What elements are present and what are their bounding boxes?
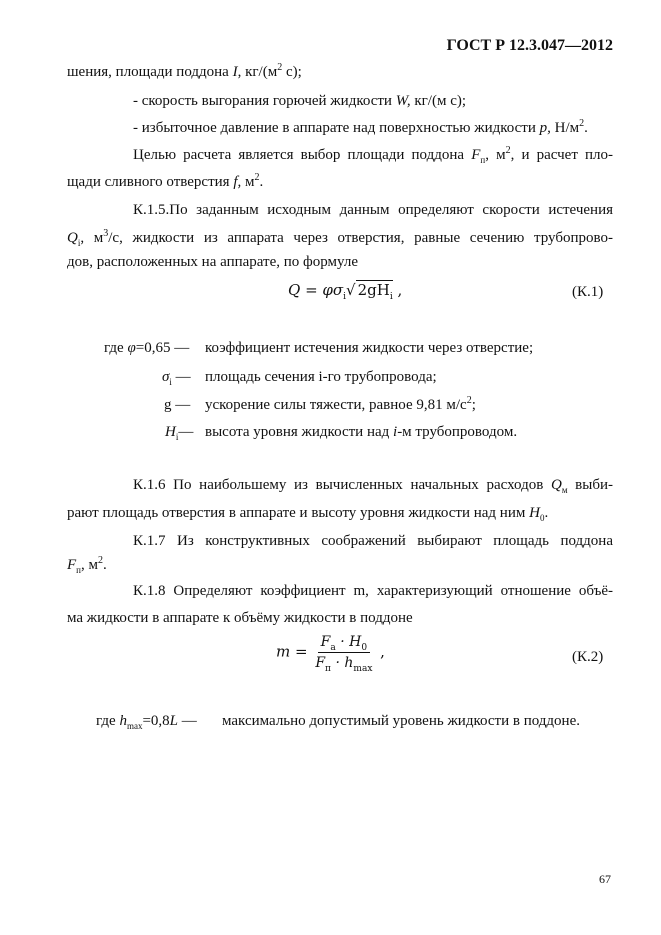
formula-k2: m = $\frac{F_a \cdot H_0}{F_п \cdot h_{max}}$ , xyxy=(276,634,385,674)
text-line: $Q_i$, $м^3/с$, жидкости из аппарата через отверстия, равные сечению трубопрово- xyxy=(67,228,613,248)
text-line: $F_п$, $м^2$. xyxy=(67,555,107,575)
text-line: рают площадь отверстия в аппарате и высоту уровня жидкости над ним $H_0$. xyxy=(67,505,549,523)
text-line: ма жидкости в аппарате к объёму жидкости в поддоне xyxy=(67,610,413,626)
text-line: щади сливного отверстия f, $м^2$. xyxy=(67,172,264,190)
document-header: ГОСТ Р 12.3.047—2012 xyxy=(446,37,613,54)
text-line: К.1.7 Из конструктивных соображений выбирают площадь поддона xyxy=(133,533,613,549)
text-line: шения, площади поддона I, $кг/(м^2$ с); xyxy=(67,62,302,80)
text-line: К.1.8 Определяют коэффициент m, характеризующий отношение объё- xyxy=(133,583,613,599)
where-line: $H_i—$ xyxy=(165,424,194,442)
where-desc: ускорение силы тяжести, равное 9,81 $м/с^2$; xyxy=(205,395,476,413)
where-line: где $h_{max}=0,8L$ — xyxy=(96,713,197,731)
text-line: К.1.6 По наибольшему из вычисленных начальных расходов $Q_м$ выби- xyxy=(133,477,613,495)
where-desc: высота уровня жидкости над i-м трубопроводом. xyxy=(205,424,518,440)
where-desc: коэффициент истечения жидкости через отверстие; xyxy=(205,340,534,356)
where-desc: площадь сечения i-го трубопровода; xyxy=(205,369,437,385)
text-line: - избыточное давление в аппарате над поверхностью жидкости p, $Н/м^2$. xyxy=(133,118,588,136)
formula-k1: $Q = \varphi\sigma_i√$ $2gH_i$ , xyxy=(288,281,403,302)
text-line: К.1.5.По заданным исходным данным определяют скорости истечения xyxy=(133,202,613,218)
page-number: 67 xyxy=(599,872,611,886)
where-line: $\sigma_i$ — xyxy=(162,369,191,387)
where-line: g — xyxy=(164,397,191,413)
text-line: дов, расположенных на аппарате, по формуле xyxy=(67,254,359,270)
text-line: - скорость выгорания горючей жидкости W, кг/(м с); xyxy=(133,93,467,109)
equation-number: (К.2) xyxy=(572,649,604,665)
where-line: где φ=0,65 — xyxy=(104,340,190,356)
text-line: Целью расчета является выбор площади поддона $F_п$, $м^2$, и расчет пло- xyxy=(133,145,613,165)
equation-number: (К.1) xyxy=(572,284,604,300)
where-desc: максимально допустимый уровень жидкости в поддоне. xyxy=(222,713,580,729)
